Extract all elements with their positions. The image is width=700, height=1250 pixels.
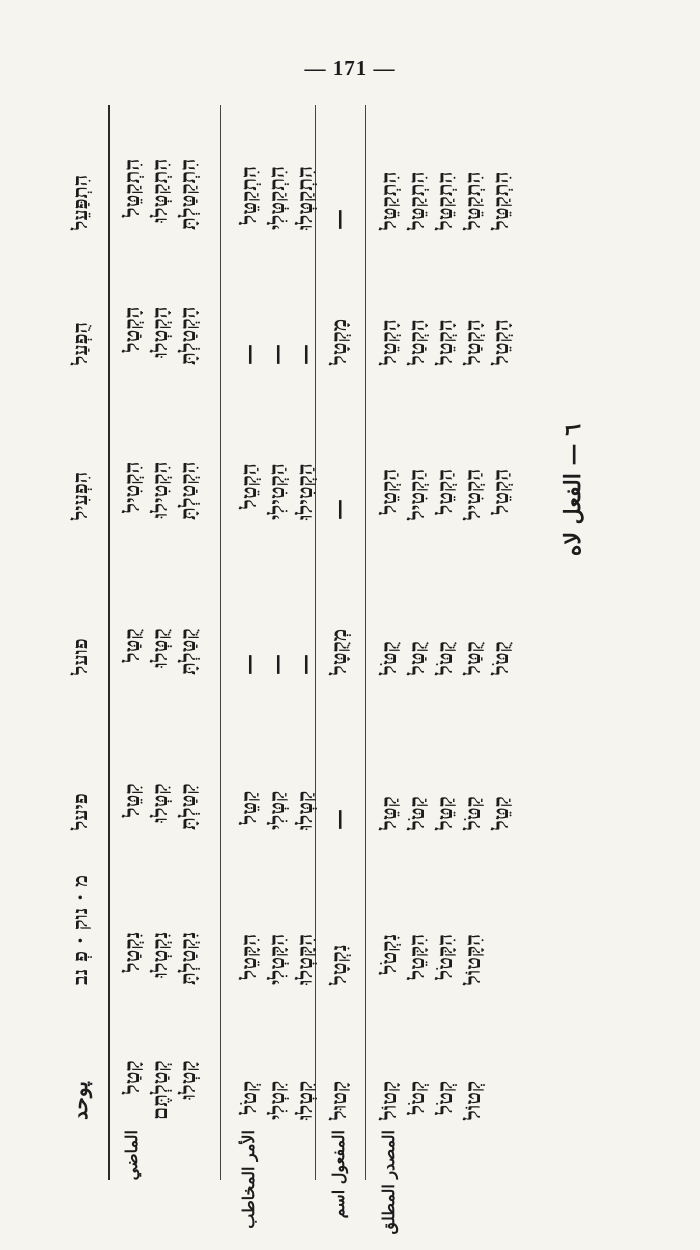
cell-form: הִתְקַטֵּל	[404, 171, 429, 230]
cell-form: קַטֵּל	[236, 790, 261, 825]
cell-form: הִקְטַלְתָּ	[175, 461, 200, 520]
cell-form: —	[326, 499, 351, 520]
cell-form: הָקְטֵל	[376, 319, 401, 365]
cell-form: מָקְטָל	[326, 318, 351, 365]
row-rule-2	[315, 105, 316, 1180]
table-cell	[375, 796, 515, 830]
table-cell	[375, 641, 515, 675]
cell-form: נִקְטַלְתָּ	[175, 931, 200, 985]
row-rule-3	[365, 105, 366, 1180]
row-label: المصدر المطلق	[379, 1130, 398, 1235]
cell-form: קֻטֹּל	[376, 641, 401, 675]
header-rule	[108, 105, 110, 1180]
table-cell	[235, 1081, 319, 1120]
cell-form: הַקְטִיל	[460, 468, 485, 520]
cell-form: הַקְטֵל	[376, 468, 401, 515]
cell-form: הִתְקַטֵּל	[119, 158, 144, 218]
cell-form: הִתְקַטְּלוּ	[147, 158, 172, 223]
cell-form: קֻטַּל	[119, 628, 144, 663]
cell-form: קִטַּלְתָּ	[175, 783, 200, 830]
table-cell	[375, 1081, 487, 1120]
cell-form: קַטֵּל	[488, 796, 513, 830]
column-header-3: פיעל	[68, 793, 92, 830]
cell-form: הִתְקַטֵּל	[236, 165, 261, 225]
cell-form: קֻטַּל	[404, 641, 429, 675]
cell-form: הִתְקַטֵּל	[488, 171, 513, 230]
cell-form: הַקְטֵל	[432, 468, 457, 515]
cell-form: —	[326, 809, 351, 830]
cell-form: הִתְקַטֵּל	[376, 171, 401, 230]
cell-form: קַטְּלוּ	[292, 790, 317, 830]
cell-form: הַקְטִיל	[404, 468, 429, 520]
cell-form: הָקְטֵל	[488, 319, 513, 365]
cell-form: קֻטֹּל	[488, 641, 513, 675]
table-cell	[375, 171, 515, 230]
cell-form: קָטוֹל	[376, 1080, 401, 1120]
column-header-6: הֻפְעַל	[68, 321, 92, 365]
cell-form: קֻטַּלְתָּ	[175, 628, 200, 675]
cell-form: מְקֻטָּל	[326, 628, 351, 675]
table-cell	[325, 319, 353, 365]
table-cell	[118, 306, 202, 365]
cell-form: —	[292, 344, 317, 365]
cell-form: נִקְטַל	[119, 931, 144, 973]
row-rule-1	[220, 105, 221, 1180]
cell-form: הָקְטַל	[119, 306, 144, 353]
cell-form: —	[292, 654, 317, 675]
row-label: الماضي	[122, 1130, 141, 1181]
table-cell	[118, 159, 202, 230]
table-cell	[325, 1081, 353, 1120]
cell-form: קְטֹל	[236, 1080, 261, 1115]
cell-form: הִתְקַטְּלִי	[264, 165, 289, 230]
table-cell	[325, 809, 353, 830]
table-cell	[375, 934, 487, 985]
cell-form: הָקְטַלְתָּ	[175, 306, 200, 365]
cell-form: —	[326, 209, 351, 230]
table-cell	[325, 209, 353, 230]
table-cell	[375, 319, 515, 365]
cell-form: —	[264, 344, 289, 365]
chapter-title: ٦ — الفعل لاه	[560, 423, 586, 557]
cell-form: קִטֵּל	[119, 783, 144, 818]
table-cell	[118, 1060, 202, 1120]
cell-form: קֻטַּל	[460, 641, 485, 675]
cell-form: —	[236, 654, 261, 675]
cell-form: קִטְלוּ	[292, 1080, 317, 1120]
table-cell	[235, 166, 319, 230]
cell-form: נִקְטֹל	[376, 933, 401, 975]
cell-form: הִקָּטֵל	[404, 933, 429, 980]
cell-form: הָקְטַל	[460, 319, 485, 365]
cell-form: הִקָּטוֹל	[460, 933, 485, 985]
cell-form: הִקְטִילוּ	[147, 461, 172, 519]
cell-form: הַקְטֵל	[236, 463, 261, 509]
cell-form: הִקָּטְלִי	[264, 933, 289, 985]
column-header-5: הִפְעִיל	[68, 471, 92, 520]
cell-form: הָקְטְלוּ	[147, 306, 172, 358]
table-cell	[235, 934, 319, 985]
cell-form: הַקְטִילִי	[264, 463, 289, 520]
cell-form: קֻטְּלוּ	[147, 628, 172, 668]
cell-form: —	[236, 344, 261, 365]
table-cell	[325, 499, 353, 520]
cell-form: קָטְלוּ	[175, 1060, 200, 1100]
cell-form: קִטְלִי	[264, 1080, 289, 1120]
table-cell	[118, 783, 202, 830]
cell-form: הִקָּטֵל	[236, 933, 261, 980]
cell-form: הִתְקַטְּלוּ	[292, 165, 317, 230]
cell-form: קָטוּל	[326, 1080, 351, 1120]
row-label: المفعول اسم	[329, 1130, 348, 1219]
cell-form: הִקָּטְלוּ	[292, 933, 317, 985]
cell-form: הָקְטֵל	[432, 319, 457, 365]
table-cell	[325, 629, 353, 675]
table-cell	[235, 344, 319, 365]
table-cell	[118, 932, 202, 985]
cell-form: הִתְקַטֵּל	[460, 171, 485, 230]
column-header-4: פועל	[68, 638, 92, 675]
cell-form: הִקָּטֹל	[432, 933, 457, 980]
table-cell	[235, 463, 319, 520]
cell-form: הַקְטִילוּ	[292, 463, 317, 520]
cell-form: קְטֹל	[432, 1080, 457, 1115]
column-header-2: מ · נוק · פְ נב	[68, 875, 92, 985]
table-cell	[235, 791, 319, 830]
cell-form: קַטֹּל	[460, 796, 485, 830]
cell-form: נִקְטָל	[326, 944, 351, 985]
cell-form: —	[264, 654, 289, 675]
row-label: الأمر المخاطب	[239, 1130, 258, 1229]
table-cell	[375, 469, 515, 520]
cell-form: קַטֹּל	[404, 796, 429, 830]
table-cell	[325, 944, 353, 985]
cell-form: קָטַל	[119, 1060, 144, 1095]
cell-form: הִתְקַטֵּל	[432, 171, 457, 230]
column-header-1: پوحد	[68, 1081, 92, 1120]
cell-form: קֻטֹּל	[432, 641, 457, 675]
cell-form: הִקְטִיל	[119, 461, 144, 513]
cell-form: נִקְטְלוּ	[147, 931, 172, 978]
cell-form: קְטַלְתֶּם	[147, 1060, 172, 1120]
cell-form: הִתְקַטַּלְתָּ	[175, 158, 200, 230]
cell-form: קַטֵּל	[432, 796, 457, 830]
cell-form: קַטְּלִי	[264, 790, 289, 830]
table-cell	[118, 628, 202, 675]
column-header-7: הִתְפַּעֵל	[68, 174, 92, 230]
cell-form: קְטֹל	[404, 1080, 429, 1115]
rotated-table	[60, 90, 620, 1235]
cell-form: קִטְּלוּ	[147, 783, 172, 823]
table-cell	[235, 654, 319, 675]
cell-form: קְטוֹל	[460, 1080, 485, 1120]
page-number: — 171 —	[304, 56, 396, 80]
cell-form: הַקְטֵל	[488, 468, 513, 515]
table-cell	[118, 461, 202, 520]
cell-form: קַטֵּל	[376, 796, 401, 830]
cell-form: הָקְטַל	[404, 319, 429, 365]
